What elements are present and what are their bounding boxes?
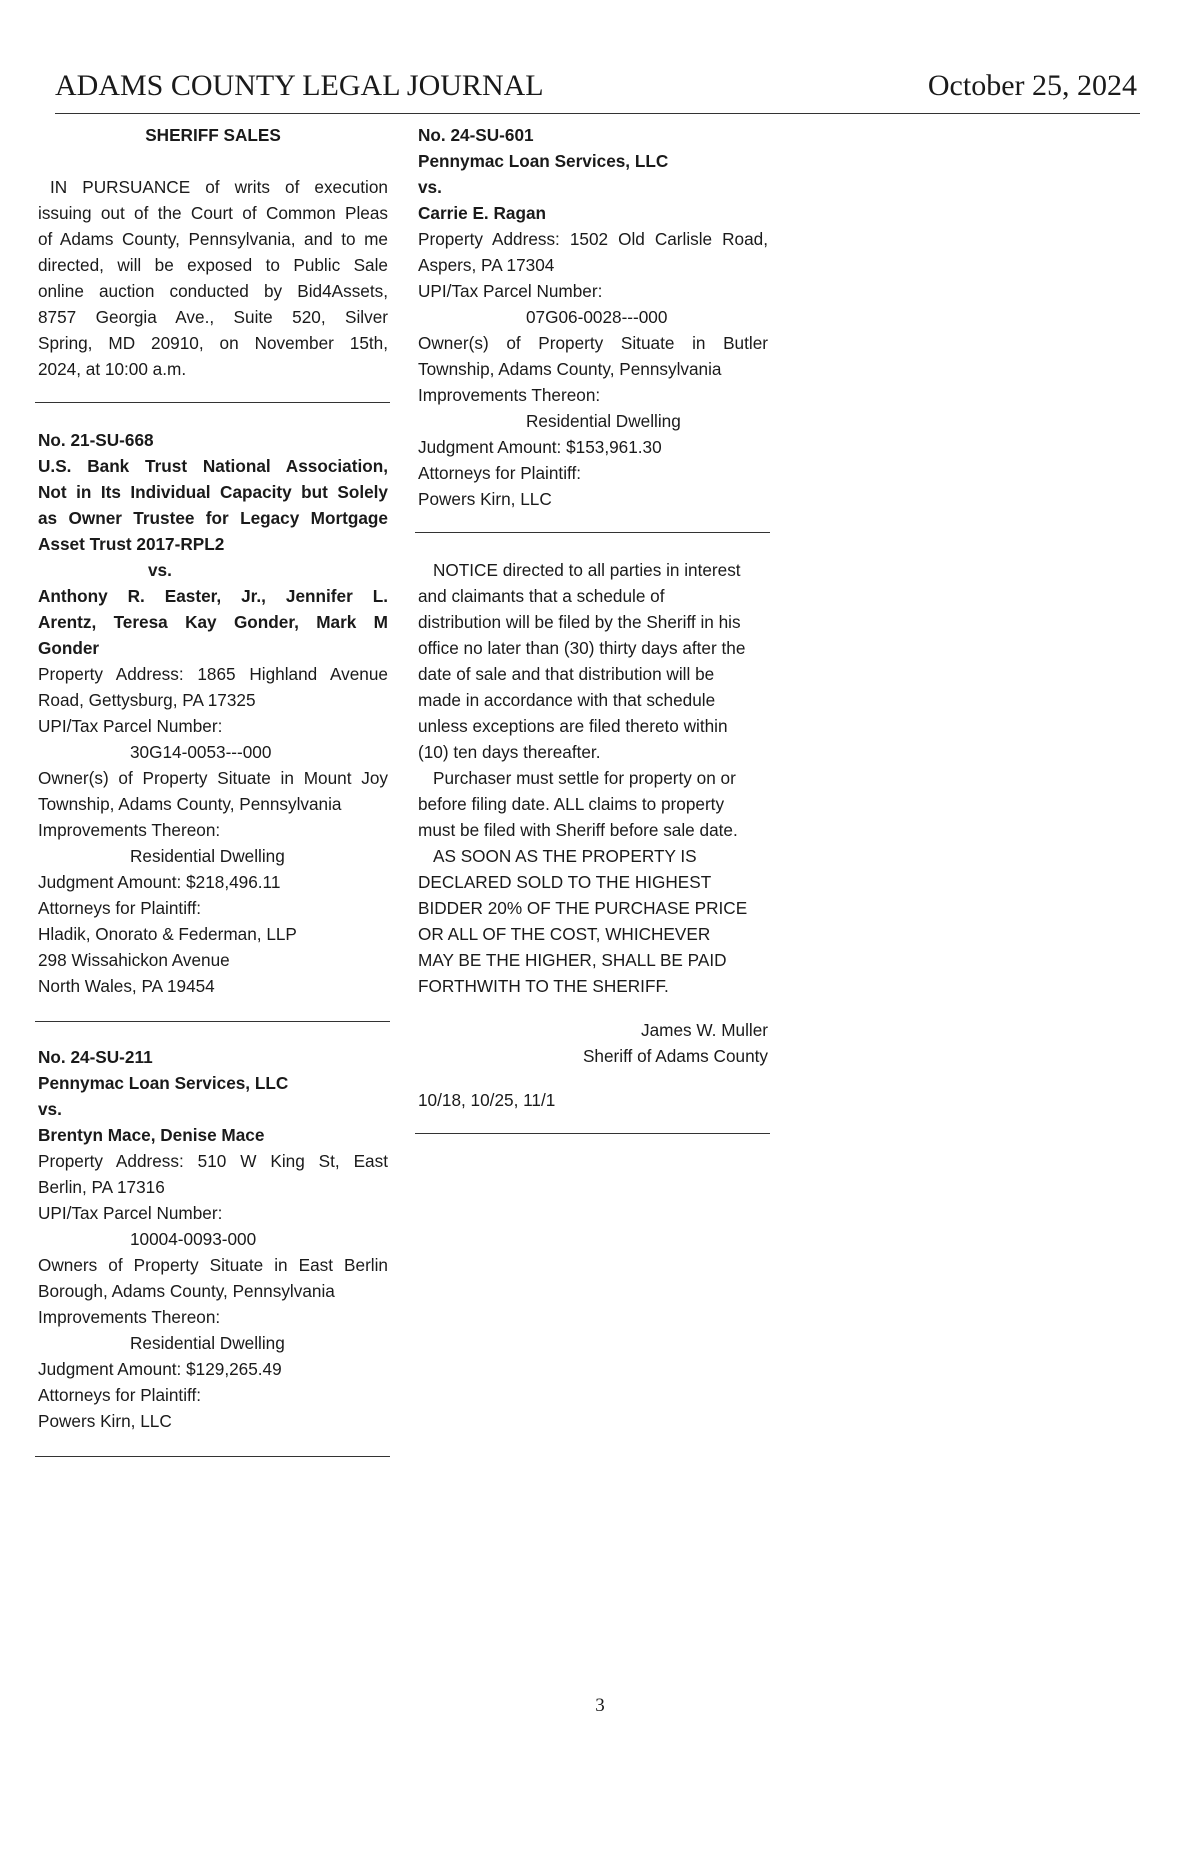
notice-line: made in accordance with that schedule — [418, 690, 716, 710]
attorney-line: Powers Kirn, LLC — [38, 1411, 172, 1431]
attorney-line: Hladik, Onorato & Federman, LLP — [38, 924, 297, 944]
intro-line: directed, will be exposed to Public Sale — [38, 255, 388, 275]
journal-title: ADAMS COUNTY LEGAL JOURNAL — [55, 69, 544, 102]
sale-listing — [38, 1044, 388, 1434]
defendant-line: Gonder — [38, 638, 100, 658]
distribution-notice — [418, 557, 768, 999]
property-address: Property Address: 1865 Highland Avenue — [38, 664, 388, 684]
judgment-amount: Judgment Amount: $129,265.49 — [38, 1359, 282, 1379]
judgment-amount: Judgment Amount: $218,496.11 — [38, 872, 281, 892]
defendant-line: Carrie E. Ragan — [418, 203, 546, 223]
defendant-line: Brentyn Mace, Denise Mace — [38, 1125, 265, 1145]
improvements: Residential Dwelling — [526, 411, 681, 431]
property-address: Road, Gettysburg, PA 17325 — [38, 690, 256, 710]
masthead — [55, 64, 1137, 108]
defendant-line: Anthony R. Easter, Jr., Jennifer L. — [38, 586, 388, 606]
notice-line: DECLARED SOLD TO THE HIGHEST — [418, 872, 712, 892]
page-number: 3 — [595, 1695, 605, 1716]
header-divider — [55, 113, 1140, 114]
parcel-label: UPI/Tax Parcel Number: — [38, 716, 223, 736]
sheriff-title: Sheriff of Adams County — [582, 1046, 768, 1066]
notice-line: date of sale and that distribution will be — [418, 664, 715, 684]
attorney-line: 298 Wissahickon Avenue — [38, 950, 230, 970]
owner-line: Borough, Adams County, Pennsylvania — [38, 1281, 335, 1301]
parcel-label: UPI/Tax Parcel Number: — [38, 1203, 223, 1223]
notice-line: OR ALL OF THE COST, WHICHEVER — [418, 924, 711, 944]
owner-line: Township, Adams County, Pennsylvania — [418, 359, 722, 379]
intro-line: online auction conducted by Bid4Assets, — [38, 281, 388, 301]
improvements: Residential Dwelling — [130, 1333, 285, 1353]
property-address: Berlin, PA 17316 — [38, 1177, 165, 1197]
attorney-line: Powers Kirn, LLC — [418, 489, 552, 509]
parcel-number: 07G06-0028---000 — [526, 307, 668, 327]
notice-line: (10) ten days thereafter. — [418, 742, 601, 762]
versus: vs. — [148, 560, 172, 580]
intro-line: 2024, at 10:00 a.m. — [38, 359, 187, 379]
notice-line: before filing date. ALL claims to property — [418, 794, 725, 814]
issue-date: October 25, 2024 — [927, 69, 1137, 102]
improvements: Residential Dwelling — [130, 846, 285, 866]
attorneys-label: Attorneys for Plaintiff: — [38, 898, 202, 918]
owner-line: Owners of Property Situate in East Berlin — [38, 1255, 388, 1275]
left-column — [38, 122, 388, 1457]
intro-line: Spring, MD 20910, on November 15th, — [38, 333, 388, 353]
notice-line: MAY BE THE HIGHER, SHALL BE PAID — [418, 950, 727, 970]
attorneys-label: Attorneys for Plaintiff: — [418, 463, 582, 483]
property-address: Property Address: 510 W King St, East — [38, 1151, 388, 1171]
plaintiff-line: Not in Its Individual Capacity but Solely — [38, 482, 388, 502]
section-title: SHERIFF SALES — [145, 125, 281, 145]
plaintiff-line: Pennymac Loan Services, LLC — [418, 151, 669, 171]
owner-line: Owner(s) of Property Situate in Butler — [418, 333, 768, 353]
signature-block — [418, 1017, 768, 1069]
notice-line: FORTHWITH TO THE SHERIFF. — [418, 976, 669, 996]
plaintiff-line: as Owner Trustee for Legacy Mortgage — [38, 508, 388, 528]
improvements-label: Improvements Thereon: — [38, 820, 221, 840]
property-address: Property Address: 1502 Old Carlisle Road, — [418, 229, 768, 249]
versus: vs. — [418, 177, 442, 197]
defendant-line: Arentz, Teresa Kay Gonder, Mark M — [38, 612, 388, 632]
notice-line: NOTICE directed to all parties in interest — [433, 560, 741, 580]
notice-line: Purchaser must settle for property on or — [433, 768, 736, 788]
intro-line: issuing out of the Court of Common Pleas — [38, 203, 388, 223]
parcel-number: 10004-0093-000 — [130, 1229, 257, 1249]
judgment-amount: Judgment Amount: $153,961.30 — [418, 437, 662, 457]
sheriff-name: James W. Muller — [640, 1020, 768, 1040]
attorneys-label: Attorneys for Plaintiff: — [38, 1385, 202, 1405]
intro-section — [38, 122, 388, 382]
right-column — [418, 122, 768, 1134]
case-number: No. 21-SU-668 — [38, 430, 154, 450]
intro-line: of Adams County, Pennsylvania, and to me — [38, 229, 388, 249]
owner-line: Township, Adams County, Pennsylvania — [38, 794, 342, 814]
notice-line: and claimants that a schedule of — [418, 586, 665, 606]
plaintiff-line: Asset Trust 2017-RPL2 — [38, 534, 225, 554]
publication-dates: 10/18, 10/25, 11/1 — [418, 1090, 556, 1110]
improvements-label: Improvements Thereon: — [38, 1307, 221, 1327]
section-divider — [415, 1133, 770, 1134]
notice-line: BIDDER 20% OF THE PURCHASE PRICE — [418, 898, 748, 918]
intro-line: IN PURSUANCE of writs of execution — [50, 177, 388, 197]
attorney-line: North Wales, PA 19454 — [38, 976, 215, 996]
parcel-label: UPI/Tax Parcel Number: — [418, 281, 603, 301]
notice-line: AS SOON AS THE PROPERTY IS — [433, 846, 697, 866]
sale-listing — [418, 122, 768, 512]
notice-line: distribution will be filed by the Sheriff in his — [418, 612, 741, 632]
case-number: No. 24-SU-211 — [38, 1047, 153, 1067]
notice-line: office no later than (30) thirty days after the — [418, 638, 746, 658]
improvements-label: Improvements Thereon: — [418, 385, 601, 405]
sale-listing — [38, 427, 388, 999]
parcel-number: 30G14-0053---000 — [130, 742, 272, 762]
plaintiff-line: U.S. Bank Trust National Association, — [38, 456, 388, 476]
property-address: Aspers, PA 17304 — [418, 255, 555, 275]
notice-line: must be filed with Sheriff before sale date. — [418, 820, 738, 840]
intro-line: 8757 Georgia Ave., Suite 520, Silver — [38, 307, 388, 327]
notice-line: unless exceptions are filed thereto within — [418, 716, 728, 736]
owner-line: Owner(s) of Property Situate in Mount Joy — [38, 768, 388, 788]
section-divider — [35, 1456, 390, 1457]
versus: vs. — [38, 1099, 62, 1119]
plaintiff-line: Pennymac Loan Services, LLC — [38, 1073, 289, 1093]
case-number: No. 24-SU-601 — [418, 125, 534, 145]
